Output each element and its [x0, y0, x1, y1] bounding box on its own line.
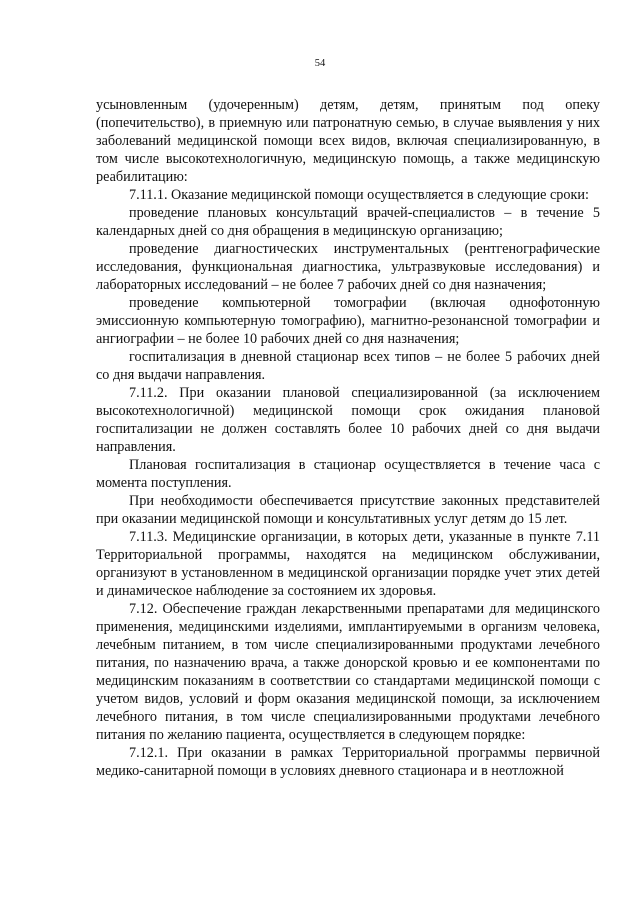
paragraph-7-11-3: 7.11.3. Медицинские организации, в которых дети, указанные в пункте 7.11 Территориальной программы, находятся на медицинском обслуживании, организуют в установленном в медицинской организации порядке учет этих детей и динамическое наблюдение за состоянием их здоровья. — [96, 529, 600, 599]
paragraph-planned-hospitalization: Плановая госпитализация в стационар осуществляется в течение часа с момента поступления. — [96, 457, 600, 491]
page-number: 54 — [314, 58, 326, 69]
paragraph-tomography: проведение компьютерной томографии (включая однофотонную эмиссионную компьютерную томографию), магнитно-резонансной томографии и ангиографии – не более 10 рабочих дней со дня назначения; — [96, 295, 600, 347]
paragraph-intro: усыновленным (удочеренным) детям, детям, принятым под опеку (попечительство), в приемную или патронатную семью, в случае выявления у них заболеваний медицинской помощи всех видов, включая специализированную, в том числе высокотехнологичную, медицинскую помощь, а также медицинскую реабилитацию: — [96, 97, 600, 185]
paragraph-7-11-2: 7.11.2. При оказании плановой специализированной (за исключением высокотехнологичной) медицинской помощи срок ожидания плановой госпитализации не должен составлять более 10 рабочих дней со дня выдачи направления. — [96, 385, 600, 455]
paragraph-7-11-1: 7.11.1. Оказание медицинской помощи осуществляется в следующие сроки: — [129, 187, 589, 203]
paragraph-7-12-1: 7.12.1. При оказании в рамках Территориальной программы первичной медико-санитарной помощи в условиях дневного стационара и в неотложной — [96, 745, 600, 779]
document-body — [96, 96, 600, 780]
paragraph-day-hospital: госпитализация в дневной стационар всех типов – не более 5 рабочих дней со дня выдачи направления. — [96, 349, 600, 383]
paragraph-7-12: 7.12. Обеспечение граждан лекарственными препаратами для медицинского применения, медицинскими изделиями, имплантируемыми в организм человека, лечебным питанием, в том числе специализированными продуктами лечебного питания, по назначению врача, а также донорской кровью и ее компонентами по медицинским показаниям в соответствии со стандартами медицинской помощи с учетом видов, условий и форм оказания медицинской помощи, за исключением лечебного питания, в том числе специализированными продуктами лечебного питания по желанию пациента, осуществляется в следующем порядке: — [96, 601, 600, 743]
paragraph-consultations: проведение плановых консультаций врачей-специалистов – в течение 5 календарных дней со дня обращения в медицинскую организацию; — [96, 205, 600, 239]
paragraph-legal-representatives: При необходимости обеспечивается присутствие законных представителей при оказании медицинской помощи и консультативных услуг детям до 15 лет. — [96, 493, 600, 527]
paragraph-diagnostics: проведение диагностических инструментальных (рентгенографические исследования, функциональная диагностика, ультразвуковые исследования) и лабораторных исследований – не более 7 рабочих дней со дня назначения; — [96, 241, 600, 293]
